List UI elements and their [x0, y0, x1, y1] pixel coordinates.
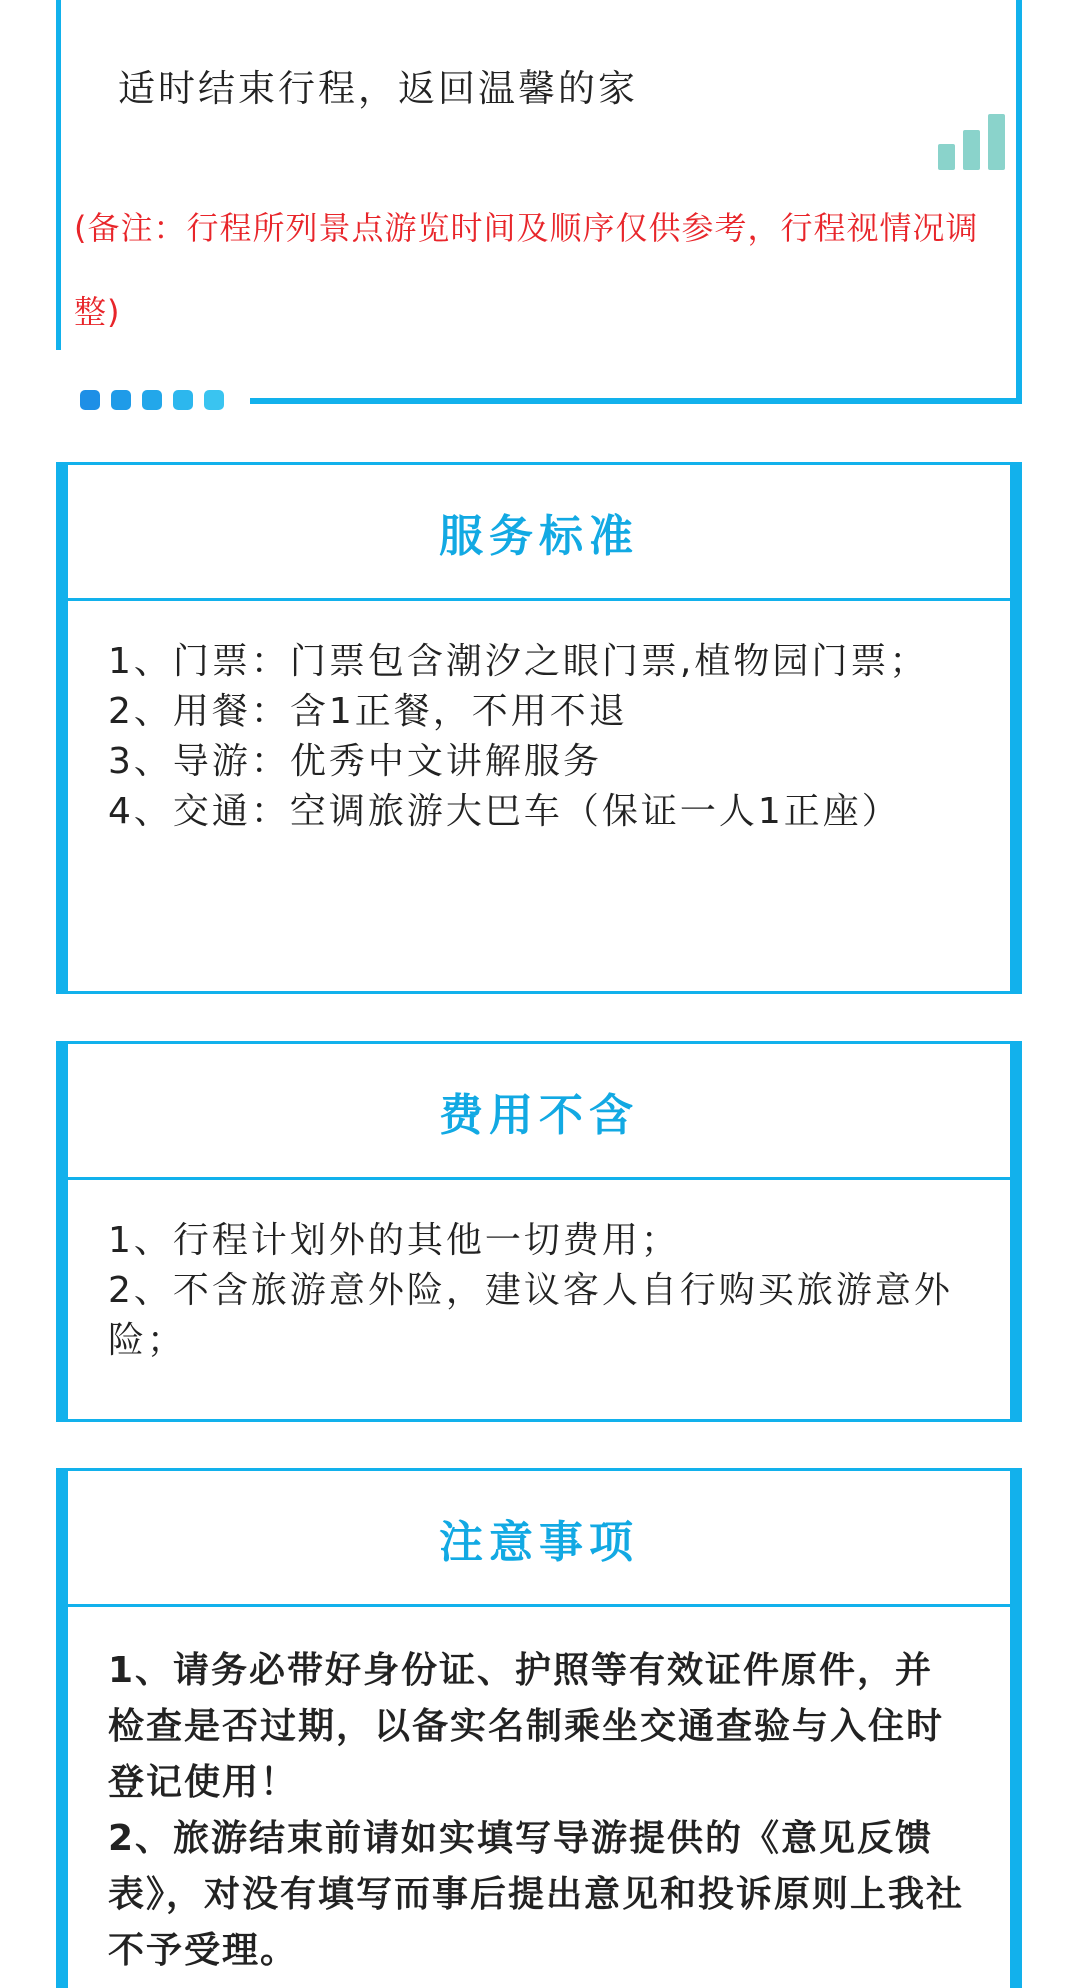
section-title: 费用不含 [68, 1044, 1010, 1180]
dot-icon [204, 390, 224, 410]
notice-card [56, 1468, 1022, 1988]
section-body [68, 1607, 1010, 1979]
dot-icon [80, 390, 100, 410]
section-title: 服务标准 [68, 465, 1010, 601]
section-body [68, 1180, 1010, 1366]
list-item: 4、交通：空调旅游大巴车（保证一人1正座） [108, 791, 901, 832]
list-item: 1、行程计划外的其他一切费用； [108, 1220, 680, 1261]
list-item: 1、门票：门票包含潮汐之眼门票,植物园门票； [108, 641, 929, 682]
list-item: 1、请务必带好身份证、护照等有效证件原件，并检查是否过期，以备实名制乘坐交通查验与入住时登记使用！ [108, 1650, 945, 1803]
dot-icon [142, 390, 162, 410]
bar-chart-icon [938, 112, 1006, 170]
itinerary-final-line: 适时结束行程，返回温馨的家 [118, 67, 638, 110]
dot-icon [111, 390, 131, 410]
itinerary-card-bottom-border [250, 398, 1022, 404]
section-body [68, 601, 1010, 837]
list-item: 2、旅游结束前请如实填写导游提供的《意见反馈表》，对没有填写而事后提出意见和投诉原则上我社不予受理。 [108, 1818, 965, 1971]
itinerary-note: (备注：行程所列景点游览时间及顺序仅供参考，行程视情况调整) [74, 209, 979, 331]
itinerary-card-right-border [1016, 0, 1022, 404]
service-standard-card [56, 462, 1022, 994]
dot-icon [173, 390, 193, 410]
list-item: 2、不含旅游意外险，建议客人自行购买旅游意外险； [108, 1270, 953, 1361]
section-title: 注意事项 [68, 1471, 1010, 1607]
decorative-dots [80, 390, 230, 412]
list-item: 3、导游：优秀中文讲解服务 [108, 741, 602, 782]
itinerary-card-left-border [56, 0, 61, 350]
list-item: 2、用餐：含1正餐，不用不退 [108, 691, 628, 732]
cost-excluded-card [56, 1041, 1022, 1422]
